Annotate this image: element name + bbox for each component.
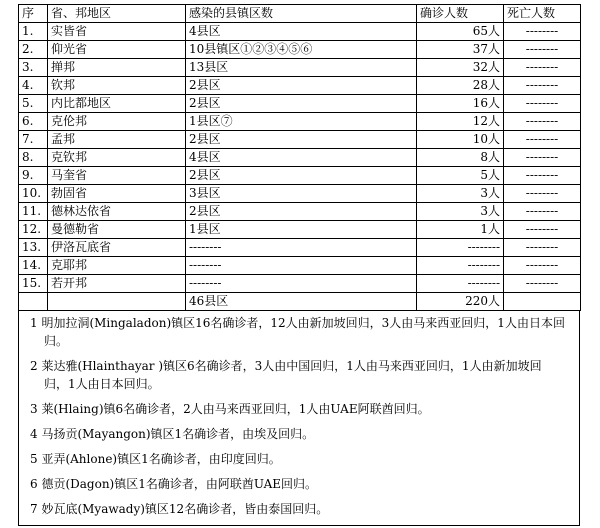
row-no: 14. [19,257,48,275]
row-no: 11. [19,203,48,221]
table-row [19,113,581,131]
row-region: 克耶邦 [48,257,186,275]
row-cases: 8人 [417,149,504,167]
row-cases: 37人 [417,41,504,59]
row-cases: 3人 [417,203,504,221]
table-row [19,131,581,149]
row-deaths: -------- [504,149,581,167]
col-header-deaths: 死亡人数 [504,5,581,23]
table-row [19,23,581,41]
row-districts: 2县区 [186,77,417,95]
row-region: 掸邦 [48,59,186,77]
case-table [18,4,581,311]
row-deaths: -------- [504,203,581,221]
row-deaths: -------- [504,275,581,293]
table-row [19,257,581,275]
total-districts: 46县区 [186,293,417,311]
row-region: 若开邦 [48,275,186,293]
footnote: 7 妙瓦底(Myawady)镇区12名确诊者，皆由泰国回归。 [30,502,329,516]
row-cases: 28人 [417,77,504,95]
row-cases: 1人 [417,221,504,239]
case-report-sheet [18,4,580,526]
row-no: 13. [19,239,48,257]
row-no: 5. [19,95,48,113]
table-row [19,59,581,77]
row-region: 孟邦 [48,131,186,149]
row-region: 德林达依省 [48,203,186,221]
table-row [19,185,581,203]
row-districts: 2县区 [186,131,417,149]
row-cases: 32人 [417,59,504,77]
notes-box [18,311,580,526]
row-districts: 4县区 [186,23,417,41]
row-districts: 2县区 [186,95,417,113]
row-cases: -------- [417,239,504,257]
row-districts: 3县区 [186,185,417,203]
col-header-no: 序 [19,5,48,23]
row-region: 内比都地区 [48,95,186,113]
row-no: 12. [19,221,48,239]
row-districts: 10县镇区①②③④⑤⑥ [186,41,417,59]
row-no: 9. [19,167,48,185]
table-row [19,41,581,59]
row-region: 仰光省 [48,41,186,59]
footnote: 4 马扬贡(Mayangon)镇区1名确诊者，由埃及回归。 [30,427,315,441]
total-no [19,293,48,311]
row-region: 勃固省 [48,185,186,203]
row-cases: 10人 [417,131,504,149]
header-row [19,5,581,23]
table-row [19,275,581,293]
row-no: 15. [19,275,48,293]
row-region: 实皆省 [48,23,186,41]
row-districts: 2县区 [186,203,417,221]
table-row [19,239,581,257]
row-deaths: -------- [504,239,581,257]
row-region: 曼德勒省 [48,221,186,239]
row-deaths: -------- [504,167,581,185]
row-deaths: -------- [504,221,581,239]
table-row [19,95,581,113]
row-no: 6. [19,113,48,131]
row-deaths: -------- [504,113,581,131]
row-no: 7. [19,131,48,149]
row-no: 8. [19,149,48,167]
row-districts: -------- [186,239,417,257]
row-deaths: -------- [504,23,581,41]
row-region: 钦邦 [48,77,186,95]
row-districts: -------- [186,275,417,293]
row-no: 2. [19,41,48,59]
table-row [19,221,581,239]
row-deaths: -------- [504,41,581,59]
row-deaths: -------- [504,185,581,203]
col-header-districts: 感染的县镇区数 [186,5,417,23]
row-region: 马奎省 [48,167,186,185]
row-cases: -------- [417,257,504,275]
row-districts: 4县区 [186,149,417,167]
table-row [19,149,581,167]
total-deaths [504,293,581,311]
row-deaths: -------- [504,77,581,95]
row-cases: -------- [417,275,504,293]
row-districts: 1县区⑦ [186,113,417,131]
total-cases: 220人 [417,293,504,311]
row-no: 3. [19,59,48,77]
row-region: 克伦邦 [48,113,186,131]
row-deaths: -------- [504,95,581,113]
total-row [19,293,581,311]
col-header-region: 省、邦地区 [48,5,186,23]
footnote: 3 莱(Hlaing)镇6名确诊者，2人由马来西亚回归，1人由UAE阿联酋回归。 [30,402,430,416]
footnote: 1 明加拉洞(Mingaladon)镇区16名确诊者，12人由新加坡回归，3人由马来西亚回归，1人由日本回归。 [30,316,565,348]
table-row [19,77,581,95]
row-no: 4. [19,77,48,95]
footnote: 2 莱达雅(Hlainthayar )镇区6名确诊者，3人由中国回归，1人由马来西亚回归，1人由新加坡回归，1人由日本回归。 [30,359,542,391]
row-districts: 13县区 [186,59,417,77]
row-cases: 65人 [417,23,504,41]
table-row [19,167,581,185]
row-no: 10. [19,185,48,203]
row-deaths: -------- [504,131,581,149]
row-region: 克钦邦 [48,149,186,167]
col-header-cases: 确诊人数 [417,5,504,23]
row-deaths: -------- [504,257,581,275]
row-no: 1. [19,23,48,41]
row-districts: 2县区 [186,167,417,185]
row-cases: 3人 [417,185,504,203]
row-deaths: -------- [504,59,581,77]
total-region [48,293,186,311]
footnote: 5 亚弄(Ahlone)镇区1名确诊者，由印度回归。 [30,452,281,466]
row-region: 伊洛瓦底省 [48,239,186,257]
row-cases: 12人 [417,113,504,131]
row-cases: 5人 [417,167,504,185]
table-row [19,203,581,221]
row-cases: 16人 [417,95,504,113]
row-districts: -------- [186,257,417,275]
footnote: 6 德贡(Dagon)镇区1名确诊者，由阿联酋UAE回归。 [30,477,318,491]
row-districts: 1县区 [186,221,417,239]
